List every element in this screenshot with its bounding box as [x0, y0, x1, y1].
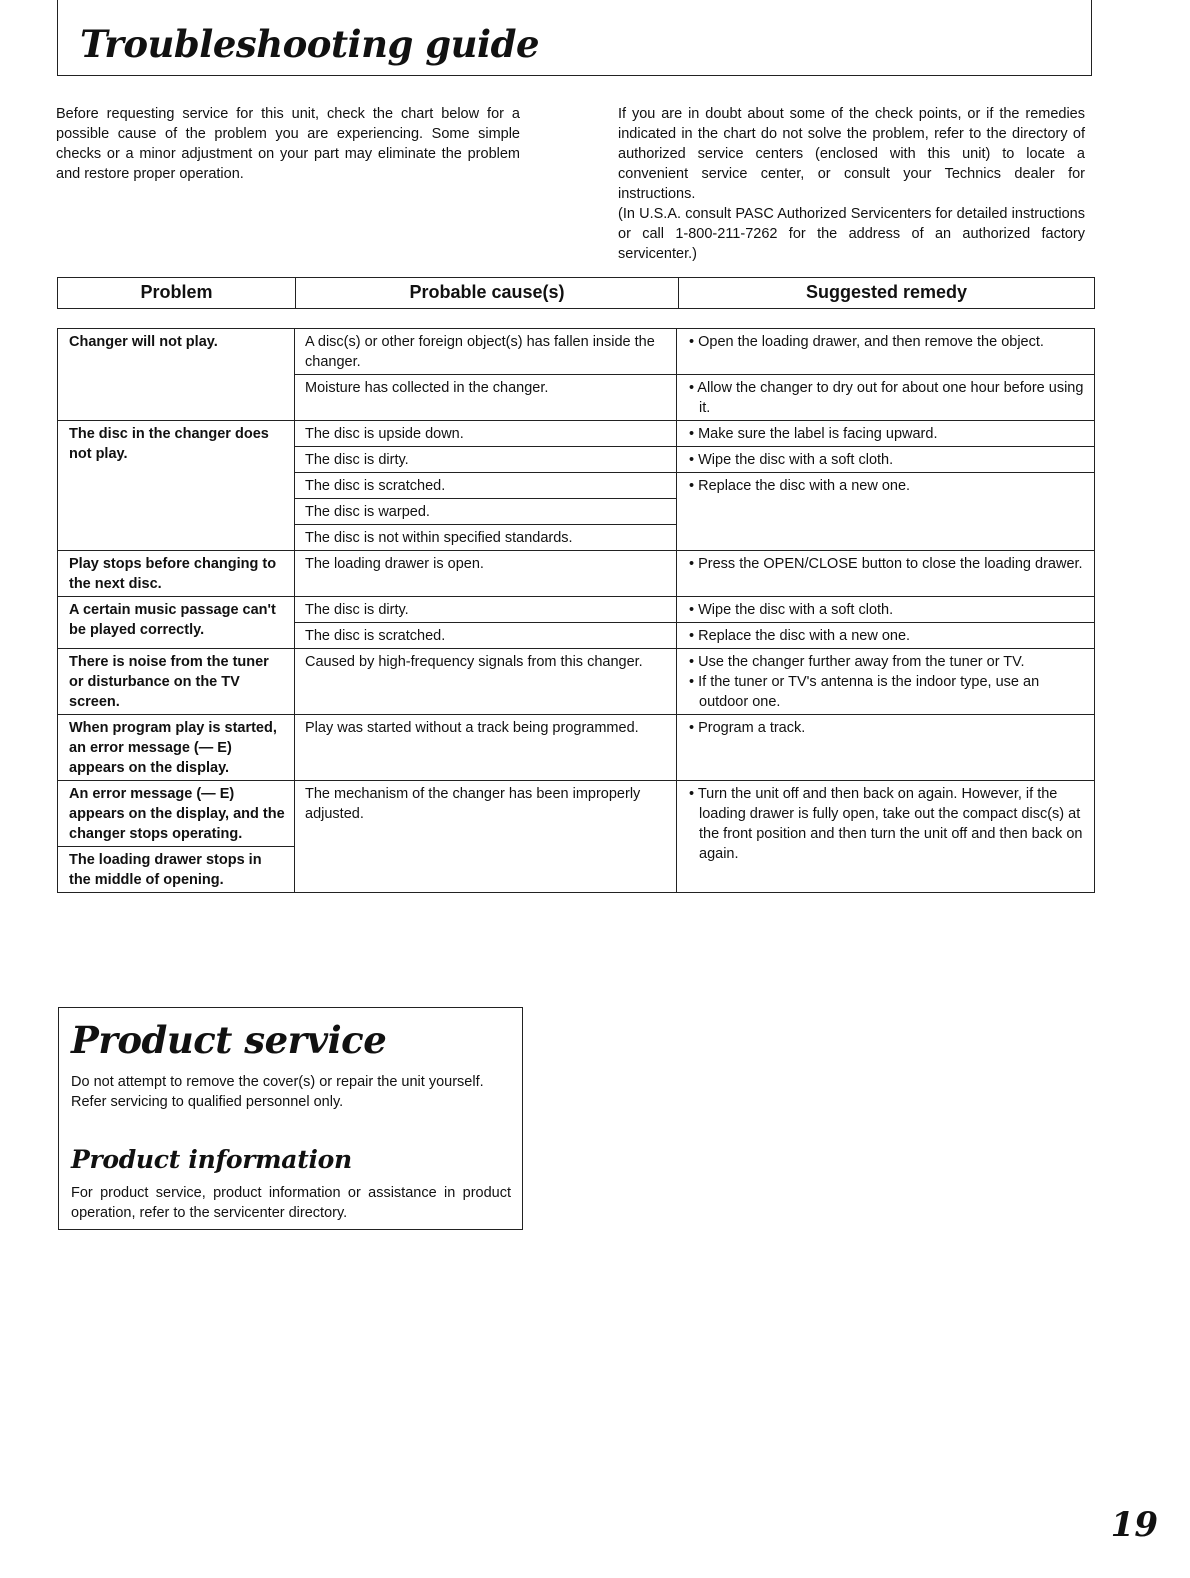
- intro-right-text-1: If you are in doubt about some of the check points, or if the remedies indicated in the chart do not solve the problem, refer to the directory of authorized service centers (enclosed with this unit) to locate a convenient service center, or consult your Technics dealer for instructions.: [618, 106, 1085, 202]
- remedy-cell: • Wipe the disc with a soft cloth.: [689, 602, 894, 618]
- header-cause: Probable cause(s): [296, 278, 679, 308]
- cause-cell: The disc is scratched.: [295, 473, 677, 499]
- cause-cell: The disc is not within specified standards.: [295, 525, 677, 551]
- intro-right-text-2: (In U.S.A. consult PASC Authorized Servicenters for detailed instructions or call 1-800-211-7262 for the address of an authorized factory servicenter.): [618, 206, 1085, 262]
- troubleshooting-table: [57, 328, 1095, 893]
- service-text-2: Refer servicing to qualified personnel only.: [71, 1094, 344, 1110]
- header-remedy: Suggested remedy: [805, 282, 968, 302]
- intro-left: [56, 104, 520, 184]
- remedy-cell: • Use the changer further away from the tuner or TV.: [689, 654, 1025, 670]
- remedy-cell: • Make sure the label is facing upward.: [689, 426, 938, 442]
- cause-cell: Play was started without a track being programmed.: [295, 715, 677, 781]
- problem-cell: The loading drawer stops in the middle of opening.: [58, 847, 295, 893]
- problem-cell: An error message (— E) appears on the display, and the changer stops operating.: [58, 781, 295, 847]
- table-row: [58, 551, 1095, 597]
- cause-cell: The disc is upside down.: [295, 421, 677, 447]
- problem-cell: The disc in the changer does not play.: [58, 421, 295, 551]
- info-title: Product information: [71, 1145, 352, 1174]
- problem-cell: Changer will not play.: [58, 329, 295, 421]
- remedy-cell: • Wipe the disc with a soft cloth.: [689, 452, 894, 468]
- table-row: [58, 329, 1095, 375]
- cause-cell: The disc is dirty.: [295, 447, 677, 473]
- cause-cell: Caused by high-frequency signals from this changer.: [295, 649, 677, 715]
- service-text-1: Do not attempt to remove the cover(s) or repair the unit yourself.: [71, 1074, 484, 1090]
- intro-left-text: Before requesting service for this unit, check the chart below for a possible cause of the problem you are experiencing. Some simple checks or a minor adjustment on your part may eliminate the problem and restore proper operation.: [56, 106, 520, 182]
- cause-cell: A disc(s) or other foreign object(s) has fallen inside the changer.: [295, 329, 677, 375]
- problem-cell: There is noise from the tuner or disturbance on the TV screen.: [58, 649, 295, 715]
- cause-cell: The mechanism of the changer has been improperly adjusted.: [295, 781, 677, 893]
- remedy-cell: • Open the loading drawer, and then remove the object.: [689, 334, 1044, 350]
- problem-cell: Play stops before changing to the next disc.: [58, 551, 295, 597]
- cause-cell: The disc is dirty.: [295, 597, 677, 623]
- cause-cell: Moisture has collected in the changer.: [295, 375, 677, 421]
- table-row: [58, 597, 1095, 623]
- cause-cell: The disc is warped.: [295, 499, 677, 525]
- title-box: [57, 0, 1092, 76]
- table-row: [58, 715, 1095, 781]
- info-text-block: [71, 1183, 511, 1223]
- remedy-cell: • Turn the unit off and then back on again. However, if the loading drawer is fully open, take out the compact disc(s) at the front position and then turn the unit off and then back on again.: [689, 786, 1083, 862]
- product-service-box: [58, 1007, 523, 1230]
- info-text: For product service, product information or assistance in product operation, refer to the servicenter directory.: [71, 1185, 511, 1221]
- service-text: [71, 1072, 511, 1112]
- service-title: Product service: [71, 1018, 387, 1062]
- remedy-cell: • Press the OPEN/CLOSE button to close the loading drawer.: [689, 556, 1083, 572]
- table-row: [58, 781, 1095, 847]
- table-header: [57, 277, 1095, 309]
- table-row: [58, 649, 1095, 715]
- page-number: 19: [1110, 1505, 1158, 1545]
- cause-cell: The disc is scratched.: [295, 623, 677, 649]
- problem-cell: When program play is started, an error message (— E) appears on the display.: [58, 715, 295, 781]
- intro-right: [618, 104, 1085, 264]
- table-row: [58, 421, 1095, 447]
- remedy-cell: • Program a track.: [689, 720, 806, 736]
- remedy-cell: • Allow the changer to dry out for about one hour before using it.: [689, 380, 1084, 416]
- remedy-cell-2: • If the tuner or TV's antenna is the indoor type, use an outdoor one.: [689, 674, 1040, 710]
- page-title: Troubleshooting guide: [80, 22, 540, 66]
- remedy-cell: • Replace the disc with a new one.: [689, 478, 911, 494]
- header-problem: Problem: [58, 278, 296, 308]
- cause-cell: The loading drawer is open.: [295, 551, 677, 597]
- remedy-cell: • Replace the disc with a new one.: [689, 628, 911, 644]
- problem-cell: A certain music passage can't be played correctly.: [58, 597, 295, 649]
